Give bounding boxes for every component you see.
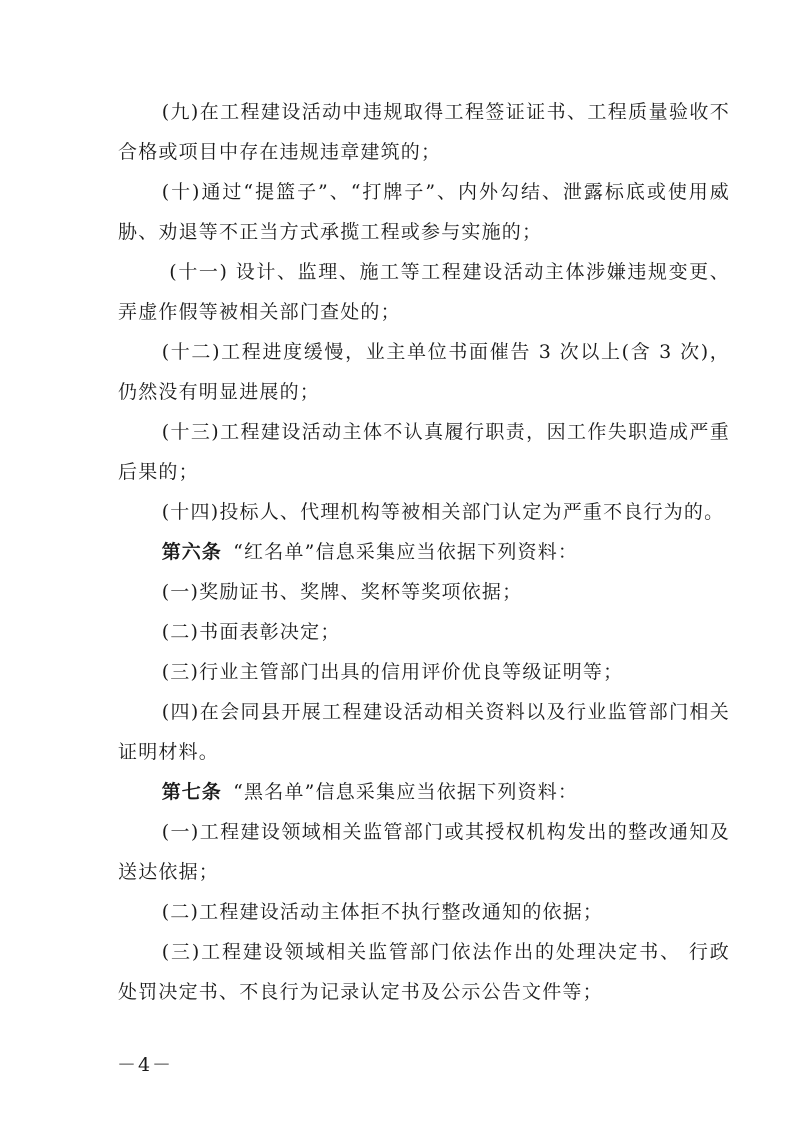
paragraph-art6-item-4 — [118, 692, 730, 772]
paragraph-text: (十三)工程建设活动主体不认真履行职责，因工作失职造成严重后果的； — [118, 421, 730, 483]
paragraph-text: (三)行业主管部门出具的信用评价优良等级证明等； — [161, 661, 624, 683]
paragraph-text: (十)通过“提篮子”、“打牌子”、内外勾结、泄露标底或使用威胁、劝退等不正当方式承揽工程或参与实施的； — [118, 181, 730, 243]
paragraph-item-12 — [118, 332, 730, 412]
paragraph-text: (十一) 设计、监理、施工等工程建设活动主体涉嫌违规变更、弄虚作假等被相关部门查处的； — [118, 261, 730, 323]
paragraph-text: (十二)工程进度缓慢，业主单位书面催告 3 次以上(含 3 次)，仍然没有明显进展的； — [118, 341, 730, 403]
paragraph-art7-item-3 — [118, 932, 730, 1012]
paragraph-text: (九)在工程建设活动中违规取得工程签证证书、工程质量验收不合格或项目中存在违规违章建筑的； — [118, 101, 730, 163]
article-number: 第六条 — [161, 541, 222, 563]
paragraph-art6-item-1 — [118, 572, 730, 612]
paragraph-text: (二)工程建设活动主体拒不执行整改通知的依据； — [161, 901, 604, 923]
paragraph-text: (四)在会同县开展工程建设活动相关资料以及行业监管部门相关证明材料。 — [118, 701, 730, 763]
paragraph-item-14 — [118, 492, 730, 532]
paragraph-text: “红名单”信息采集应当依据下列资料： — [233, 541, 579, 563]
paragraph-art6-item-3 — [118, 652, 730, 692]
paragraph-art6-item-2 — [118, 612, 730, 652]
paragraph-art7-item-2 — [118, 892, 730, 932]
paragraph-art7-item-1 — [118, 812, 730, 892]
paragraph-text: (三)工程建设领域相关监管部门依法作出的处理决定书、 行政处罚决定书、不良行为记录认定书及公示公告文件等； — [118, 941, 730, 1003]
article-number: 第七条 — [161, 781, 222, 803]
paragraph-text: (一)奖励证书、奖牌、奖杯等奖项依据； — [161, 581, 523, 603]
article-6-heading — [118, 532, 730, 572]
paragraph-item-11 — [118, 252, 730, 332]
paragraph-text: (一)工程建设领域相关监管部门或其授权机构发出的整改通知及送达依据； — [118, 821, 730, 883]
paragraph-item-10 — [118, 172, 730, 252]
paragraph-text: “黑名单”信息采集应当依据下列资料： — [233, 781, 579, 803]
paragraph-item-9 — [118, 92, 730, 172]
document-body — [118, 92, 730, 1012]
article-7-heading — [118, 772, 730, 812]
paragraph-item-13 — [118, 412, 730, 492]
paragraph-text: (十四)投标人、代理机构等被相关部门认定为严重不良行为的。 — [161, 501, 725, 523]
page-number: －4－ — [116, 1054, 174, 1076]
paragraph-text: (二)书面表彰决定； — [161, 621, 341, 643]
